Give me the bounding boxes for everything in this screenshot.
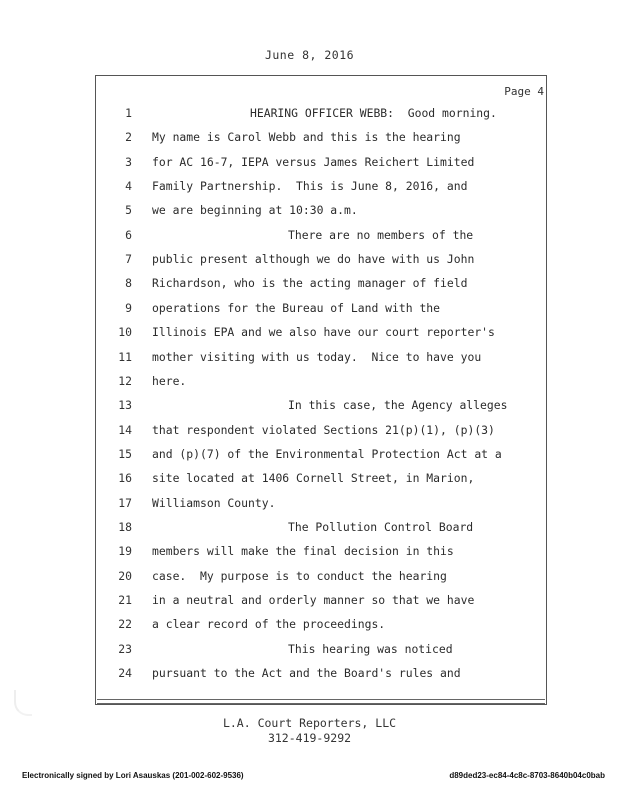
- transcript-line: [0, 641, 619, 665]
- line-text: that respondent violated Sections 21(p)(1), (p)(3): [152, 422, 495, 437]
- line-number: 9: [125, 300, 132, 315]
- line-text: My name is Carol Webb and this is the hearing: [152, 130, 461, 145]
- transcript-line: [0, 543, 619, 567]
- line-text: we are beginning at 10:30 a.m.: [152, 203, 358, 218]
- line-text: site located at 1406 Cornell Street, in Marion,: [152, 471, 475, 486]
- transcript-line: [0, 470, 619, 494]
- line-number: 1: [125, 106, 132, 120]
- transcript-line: [0, 227, 619, 251]
- line-number: 13: [118, 398, 132, 413]
- line-number: 17: [118, 495, 132, 510]
- line-number: 21: [118, 593, 132, 607]
- line-number: 7: [125, 252, 132, 267]
- transcript-line: [0, 592, 619, 616]
- line-text: Richardson, who is the acting manager of field: [152, 276, 468, 291]
- line-number: 23: [118, 641, 132, 656]
- line-text: pursuant to the Act and the Board's rules and: [152, 666, 461, 681]
- transcript-line: [0, 202, 619, 226]
- transcript-date: June 8, 2016: [264, 48, 355, 62]
- line-text: in a neutral and orderly manner so that we have: [152, 593, 475, 607]
- line-text: case. My purpose is to conduct the hearing: [152, 568, 447, 583]
- line-text: Williamson County.: [152, 495, 276, 510]
- line-number: 12: [118, 373, 132, 388]
- line-number: 14: [118, 422, 132, 437]
- line-number: 4: [125, 179, 132, 194]
- line-number: 20: [118, 568, 132, 583]
- line-text: operations for the Bureau of Land with the: [152, 300, 441, 315]
- reporter-company: L.A. Court Reporters, LLC: [222, 716, 397, 730]
- transcript-line: [0, 129, 619, 153]
- transcript-line: [0, 519, 619, 543]
- line-number: 6: [125, 227, 132, 242]
- line-text: members will make the final decision in this: [152, 544, 454, 559]
- page-number: Page 4: [504, 85, 544, 98]
- line-number: 3: [125, 154, 132, 169]
- line-number: 24: [118, 666, 132, 681]
- transcript-line: [0, 422, 619, 446]
- transcript-line: [0, 665, 619, 689]
- line-number: 16: [118, 471, 132, 486]
- transcript-line: [0, 300, 619, 324]
- line-text: public present although we do have with us John: [152, 252, 475, 267]
- scan-mark: [14, 690, 32, 716]
- line-number: 5: [125, 203, 132, 218]
- line-number: 19: [118, 544, 132, 559]
- line-number: 8: [125, 276, 132, 291]
- line-text: This hearing was noticed: [288, 641, 453, 656]
- transcript-line: [0, 446, 619, 470]
- line-text: HEARING OFFICER WEBB: Good morning.: [250, 106, 497, 120]
- bottom-double-rule: [97, 699, 545, 704]
- transcript-line: [0, 495, 619, 519]
- line-number: 18: [118, 519, 132, 534]
- line-text: a clear record of the proceedings.: [152, 617, 386, 632]
- document-hash: d89ded23-ec84-4c8c-8703-8640b04c0bab: [449, 771, 605, 780]
- transcript-line: [0, 397, 619, 421]
- line-text: and (p)(7) of the Environmental Protection Act at a: [152, 446, 502, 461]
- footer: [0, 716, 619, 746]
- transcript-line: [0, 568, 619, 592]
- line-text: Family Partnership. This is June 8, 2016, and: [152, 179, 468, 194]
- line-number: 22: [118, 617, 132, 632]
- transcript-line: [0, 178, 619, 202]
- transcript-line: [0, 275, 619, 299]
- line-number: 10: [118, 325, 132, 340]
- reporter-phone: 312-419-9292: [267, 731, 352, 745]
- line-text: here.: [152, 373, 187, 388]
- line-number: 11: [118, 349, 132, 364]
- line-number: 2: [125, 130, 132, 145]
- line-text: The Pollution Control Board: [288, 519, 474, 534]
- electronic-signature-note: Electronically signed by Lori Asauskas (201-002-602-9536): [22, 771, 244, 780]
- transcript-line: [0, 373, 619, 397]
- transcript-line: [0, 349, 619, 373]
- line-number: 15: [118, 446, 132, 461]
- line-text: Illinois EPA and we also have our court reporter's: [152, 325, 495, 340]
- line-text: for AC 16-7, IEPA versus James Reichert Limited: [152, 154, 475, 169]
- line-text: There are no members of the: [288, 227, 474, 242]
- line-text: In this case, the Agency alleges: [288, 398, 508, 413]
- transcript-line: [0, 105, 619, 129]
- transcript-line: [0, 251, 619, 275]
- transcript-line: [0, 324, 619, 348]
- line-text: mother visiting with us today. Nice to have you: [152, 349, 482, 364]
- transcript-line: [0, 616, 619, 640]
- transcript-line: [0, 154, 619, 178]
